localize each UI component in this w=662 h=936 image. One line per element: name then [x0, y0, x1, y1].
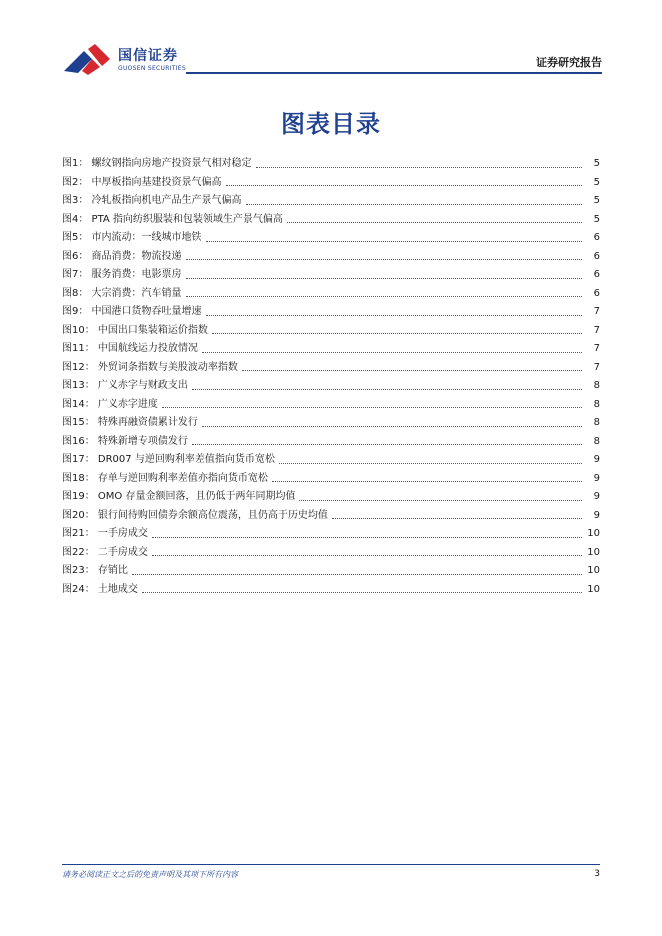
toc-entry[interactable] — [62, 229, 600, 248]
toc-entry-label: 图16： 特殊新增专项债发行 — [62, 435, 188, 447]
toc-entry-label: 图8： 大宗消费：汽车销量 — [62, 287, 182, 299]
toc-entry[interactable] — [62, 248, 600, 267]
footer-disclaimer: 请务必阅读正文之后的免责声明及其项下所有内容 — [62, 870, 238, 879]
toc-entry-label: 图11： 中国航线运力投放情况 — [62, 343, 198, 355]
toc-entry[interactable] — [62, 414, 600, 433]
toc-entry-label: 图20： 银行间待购回债券余额高位震荡，且仍高于历史均值 — [62, 509, 328, 521]
guosen-logo-icon — [62, 44, 112, 76]
toc-leader-dots — [299, 500, 582, 501]
toc-entry[interactable] — [62, 340, 600, 359]
toc-entry-page: 9 — [593, 491, 600, 503]
toc-entry-page: 8 — [593, 435, 600, 447]
page-title: 图表目录 — [281, 110, 381, 138]
toc-entry[interactable] — [62, 507, 600, 526]
toc-entry[interactable] — [62, 451, 600, 470]
toc-entry-label: 图10： 中国出口集装箱运价指数 — [62, 324, 208, 336]
toc-entry-label: 图13： 广义赤字与财政支出 — [62, 380, 188, 392]
toc-entry-label: 图15： 特殊再融资债累计发行 — [62, 417, 198, 429]
toc-entry-label: 图12： 外贸词条指数与美股波动率指数 — [62, 361, 238, 373]
toc-entry[interactable] — [62, 562, 600, 581]
toc-entry-label: 图2： 中厚板指向基建投资景气偏高 — [62, 176, 222, 188]
toc-entry-label: 图22： 二手房成交 — [62, 546, 148, 558]
toc-entry[interactable] — [62, 488, 600, 507]
toc-entry-label: 图23： 存销比 — [62, 565, 128, 577]
toc-leader-dots — [162, 407, 582, 408]
toc-entry[interactable] — [62, 322, 600, 341]
toc-entry[interactable] — [62, 266, 600, 285]
toc-entry-label: 图24： 土地成交 — [62, 583, 138, 595]
toc-entry-label: 图6： 商品消费：物流投递 — [62, 250, 182, 262]
toc-entry-label: 图7： 服务消费：电影票房 — [62, 269, 182, 281]
toc-leader-dots — [212, 333, 582, 334]
toc-leader-dots — [202, 426, 582, 427]
toc-entry[interactable] — [62, 470, 600, 489]
toc-leader-dots — [186, 259, 582, 260]
toc-leader-dots — [206, 241, 582, 242]
toc-entry[interactable] — [62, 359, 600, 378]
toc-entry[interactable] — [62, 377, 600, 396]
toc-entry-label: 图1： 螺纹钢指向房地产投资景气相对稳定 — [62, 158, 252, 170]
toc-leader-dots — [272, 481, 582, 482]
toc-leader-dots — [152, 555, 582, 556]
toc-entry-page: 6 — [593, 250, 600, 262]
toc-entry-label: 图4： PTA 指向纺织服装和包装领域生产景气偏高 — [62, 213, 283, 225]
toc-entry-page: 10 — [587, 528, 600, 540]
toc-entry-page: 7 — [593, 324, 600, 336]
page-number: 3 — [594, 869, 600, 879]
toc-leader-dots — [132, 574, 582, 575]
toc-entry-page: 6 — [593, 269, 600, 281]
toc-leader-dots — [206, 315, 582, 316]
toc-leader-dots — [256, 167, 582, 168]
toc-leader-dots — [152, 537, 582, 538]
toc-entry[interactable] — [62, 285, 600, 304]
table-of-figures — [62, 155, 600, 599]
toc-entry-page: 10 — [587, 546, 600, 558]
toc-entry[interactable] — [62, 581, 600, 600]
toc-leader-dots — [192, 444, 582, 445]
toc-leader-dots — [142, 592, 582, 593]
toc-leader-dots — [246, 204, 582, 205]
toc-entry-page: 9 — [593, 509, 600, 521]
toc-entry-page: 7 — [593, 343, 600, 355]
toc-entry[interactable] — [62, 155, 600, 174]
toc-entry-page: 7 — [593, 361, 600, 373]
toc-leader-dots — [186, 296, 582, 297]
toc-entry-page: 8 — [593, 417, 600, 429]
brand-name-en: GUOSEN SECURITIES — [118, 65, 187, 72]
toc-leader-dots — [202, 352, 582, 353]
toc-entry-label: 图18： 存单与逆回购利率差值亦指向货币宽松 — [62, 472, 268, 484]
toc-entry-page: 9 — [593, 454, 600, 466]
brand-name-cn: 国信证券 — [118, 48, 178, 64]
toc-entry-page: 9 — [593, 472, 600, 484]
toc-leader-dots — [287, 222, 582, 223]
toc-leader-dots — [332, 518, 582, 519]
toc-entry-page: 5 — [593, 158, 600, 170]
toc-entry-label: 图19： OMO 存量金额回落，且仍低于两年同期均值 — [62, 491, 296, 503]
report-type-label: 证券研究报告 — [536, 56, 602, 69]
toc-entry-page: 7 — [593, 306, 600, 318]
toc-leader-dots — [242, 370, 582, 371]
toc-entry[interactable] — [62, 303, 600, 322]
toc-entry-label: 图3： 冷轧板指向机电产品生产景气偏高 — [62, 195, 242, 207]
toc-entry-page: 6 — [593, 287, 600, 299]
header-divider — [186, 72, 602, 74]
toc-entry-label: 图14： 广义赤字进度 — [62, 398, 158, 410]
toc-entry-page: 10 — [587, 565, 600, 577]
toc-entry-page: 8 — [593, 380, 600, 392]
toc-entry-label: 图17： DR007 与逆回购利率差值指向货币宽松 — [62, 454, 275, 466]
toc-entry[interactable] — [62, 174, 600, 193]
toc-entry[interactable] — [62, 211, 600, 230]
toc-entry-page: 6 — [593, 232, 600, 244]
toc-entry-page: 5 — [593, 213, 600, 225]
toc-entry-page: 5 — [593, 176, 600, 188]
toc-entry[interactable] — [62, 433, 600, 452]
toc-entry-page: 8 — [593, 398, 600, 410]
toc-entry-page: 5 — [593, 195, 600, 207]
toc-entry-label: 图5： 市内流动：一线城市地铁 — [62, 232, 202, 244]
toc-entry-page: 10 — [587, 583, 600, 595]
toc-entry[interactable] — [62, 396, 600, 415]
footer-divider — [62, 864, 600, 865]
toc-entry[interactable] — [62, 544, 600, 563]
toc-entry-label: 图21： 一手房成交 — [62, 528, 148, 540]
toc-leader-dots — [192, 389, 582, 390]
toc-entry[interactable] — [62, 192, 600, 211]
toc-leader-dots — [226, 185, 582, 186]
toc-leader-dots — [186, 278, 582, 279]
toc-leader-dots — [279, 463, 582, 464]
toc-entry[interactable] — [62, 525, 600, 544]
toc-entry-label: 图9： 中国港口货物吞吐量增速 — [62, 306, 202, 318]
